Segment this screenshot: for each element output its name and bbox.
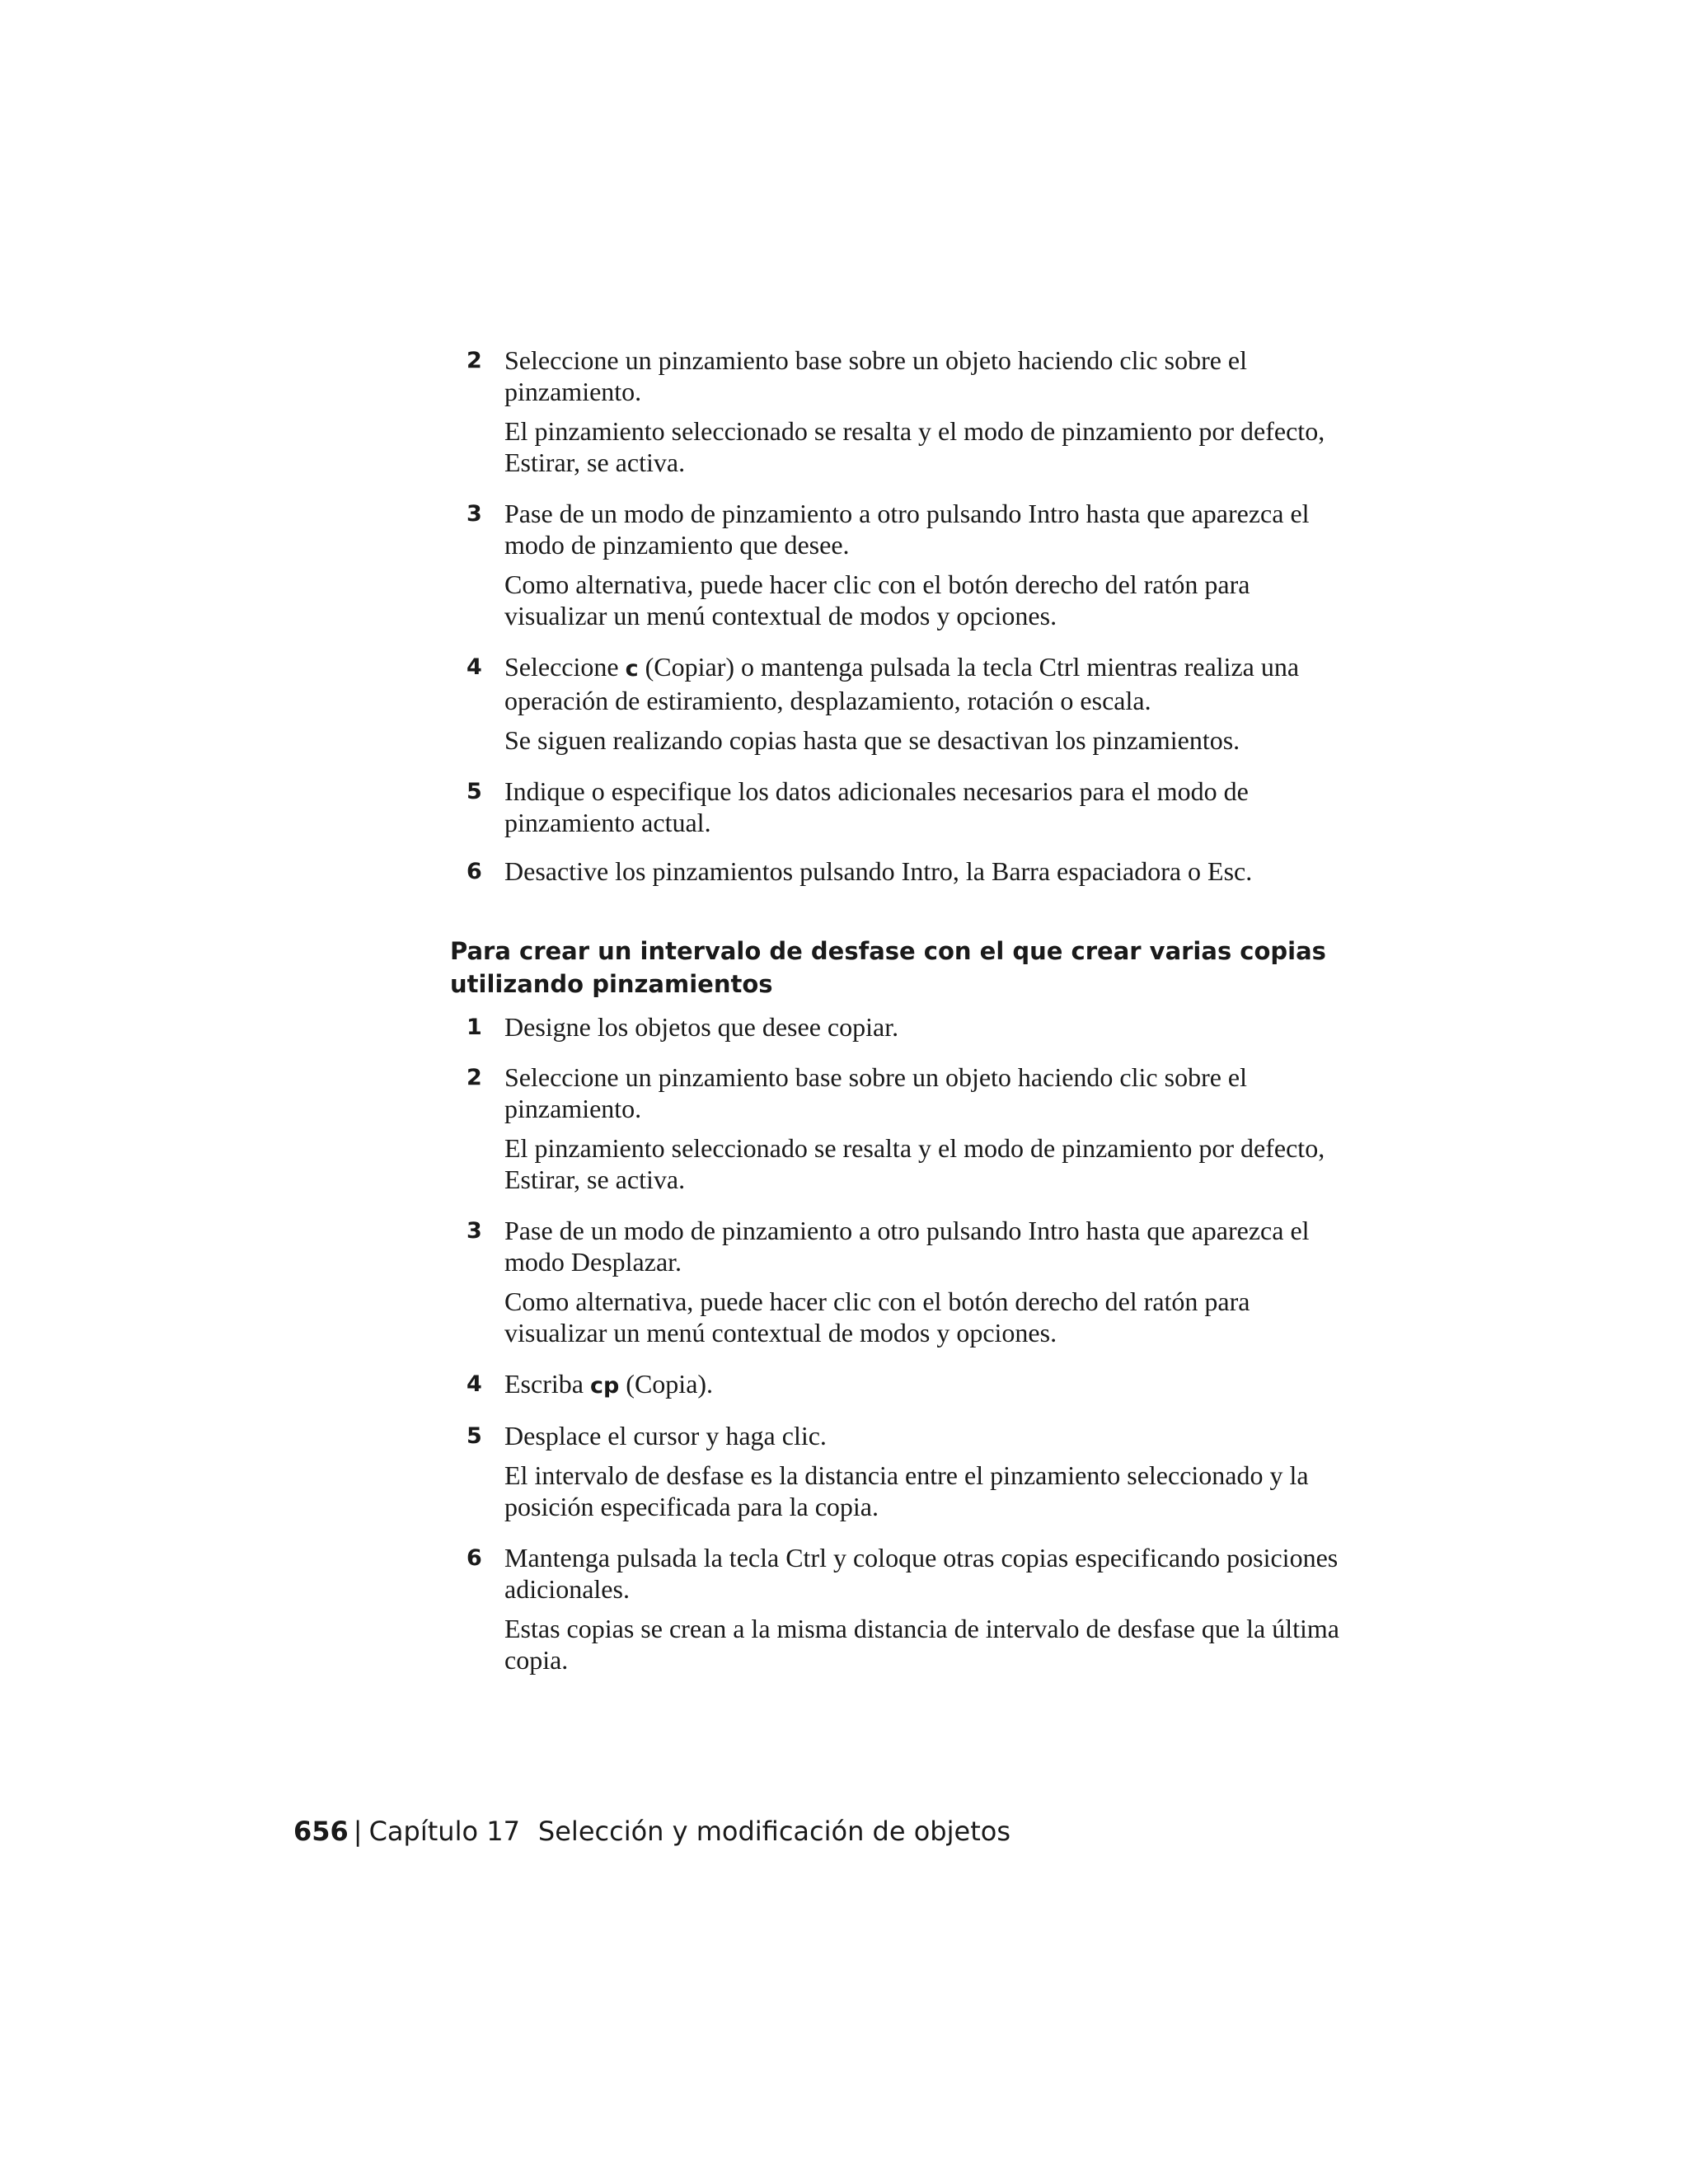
step-item bbox=[450, 1420, 1340, 1522]
step-number: 4 bbox=[467, 1371, 482, 1397]
command-keyword: cp bbox=[589, 1373, 620, 1399]
page-footer bbox=[293, 1813, 1010, 1849]
step-number: 5 bbox=[467, 779, 482, 804]
step-number: 4 bbox=[467, 654, 482, 680]
step-result: El pinzamiento seleccionado se resalta y el modo de pinzamiento por defecto, Estirar, se activa. bbox=[504, 416, 1325, 477]
step-item bbox=[450, 855, 1340, 888]
step-item bbox=[450, 1011, 1340, 1043]
step-number: 3 bbox=[467, 501, 482, 527]
step-result: El intervalo de desfase es la distancia entre el pinzamiento seleccionado y la posición especificada para la copia. bbox=[504, 1460, 1309, 1521]
step-text-after: (Copia). bbox=[619, 1369, 714, 1399]
step-number: 6 bbox=[467, 1545, 482, 1571]
step-body bbox=[504, 855, 1340, 887]
step-text: Designe los objetos que desee copiar. bbox=[504, 1012, 899, 1042]
step-text-before: Escriba bbox=[504, 1369, 590, 1399]
step-body bbox=[504, 344, 1340, 478]
command-keyword: c bbox=[625, 656, 639, 682]
step-number: 2 bbox=[467, 348, 482, 373]
step-item bbox=[450, 776, 1340, 838]
procedure-list-offset-copies bbox=[450, 1011, 1340, 1675]
step-text: Indique o especifique los datos adicionales necesarios para el modo de pinzamiento actual. bbox=[504, 776, 1249, 837]
step-result: Como alternativa, puede hacer clic con el botón derecho del ratón para visualizar un menú contextual de modos y opciones. bbox=[504, 569, 1250, 630]
step-result: Se siguen realizando copias hasta que se desactivan los pinzamientos. bbox=[504, 725, 1240, 755]
step-result: Estas copias se crean a la misma distancia de intervalo de desfase que la última copia. bbox=[504, 1614, 1339, 1675]
step-number: 6 bbox=[467, 859, 482, 884]
step-item bbox=[450, 651, 1340, 756]
step-item bbox=[450, 498, 1340, 631]
step-item bbox=[450, 1215, 1340, 1348]
step-item bbox=[450, 1368, 1340, 1402]
step-item bbox=[450, 344, 1340, 478]
step-text: Seleccione un pinzamiento base sobre un objeto haciendo clic sobre el pinzamiento. bbox=[504, 1062, 1248, 1123]
step-item bbox=[450, 1062, 1340, 1195]
procedure-list-copy-grips bbox=[450, 344, 1340, 888]
step-text: Seleccione un pinzamiento base sobre un objeto haciendo clic sobre el pinzamiento. bbox=[504, 345, 1248, 406]
step-text: Desplace el cursor y haga clic. bbox=[504, 1421, 827, 1451]
page-number: 656 bbox=[293, 1816, 349, 1847]
step-number: 1 bbox=[467, 1015, 482, 1040]
step-body bbox=[504, 1542, 1340, 1675]
step-text bbox=[504, 1368, 1340, 1402]
step-body bbox=[504, 1011, 1340, 1043]
procedure-heading: Para crear un intervalo de desfase con el que crear varias copias utilizando pinzamientos bbox=[450, 937, 1326, 998]
chapter-title: Selección y modificación de objetos bbox=[537, 1816, 1010, 1847]
step-body bbox=[504, 651, 1340, 756]
step-result: Como alternativa, puede hacer clic con el botón derecho del ratón para visualizar un menú contextual de modos y opciones. bbox=[504, 1286, 1250, 1347]
step-text-after: (Copiar) o mantenga pulsada la tecla Ctrl mientras realiza una operación de estiramiento, desplazamiento, rotación o escala. bbox=[504, 652, 1300, 715]
step-text: Desactive los pinzamientos pulsando Intro, la Barra espaciadora o Esc. bbox=[504, 856, 1253, 886]
step-text: Pase de un modo de pinzamiento a otro pulsando Intro hasta que aparezca el modo de pinzamiento que desee. bbox=[504, 499, 1310, 560]
step-number: 5 bbox=[467, 1423, 482, 1449]
step-result: El pinzamiento seleccionado se resalta y el modo de pinzamiento por defecto, Estirar, se activa. bbox=[504, 1133, 1325, 1194]
step-body bbox=[504, 1062, 1340, 1195]
step-number: 3 bbox=[467, 1218, 482, 1244]
step-body bbox=[504, 498, 1340, 631]
footer-separator: | bbox=[353, 1816, 363, 1847]
step-text: Mantenga pulsada la tecla Ctrl y coloque otras copias especificando posiciones adicionales. bbox=[504, 1543, 1339, 1604]
step-item bbox=[450, 1542, 1340, 1675]
step-body bbox=[504, 1420, 1340, 1522]
step-text: Pase de un modo de pinzamiento a otro pulsando Intro hasta que aparezca el modo Desplazar. bbox=[504, 1216, 1310, 1277]
step-text-before: Seleccione bbox=[504, 652, 626, 682]
step-text bbox=[504, 651, 1340, 716]
step-body bbox=[504, 776, 1340, 838]
chapter-label: Capítulo 17 bbox=[368, 1816, 520, 1847]
step-body bbox=[504, 1368, 1340, 1402]
step-body bbox=[504, 1215, 1340, 1348]
step-number: 2 bbox=[467, 1065, 482, 1090]
